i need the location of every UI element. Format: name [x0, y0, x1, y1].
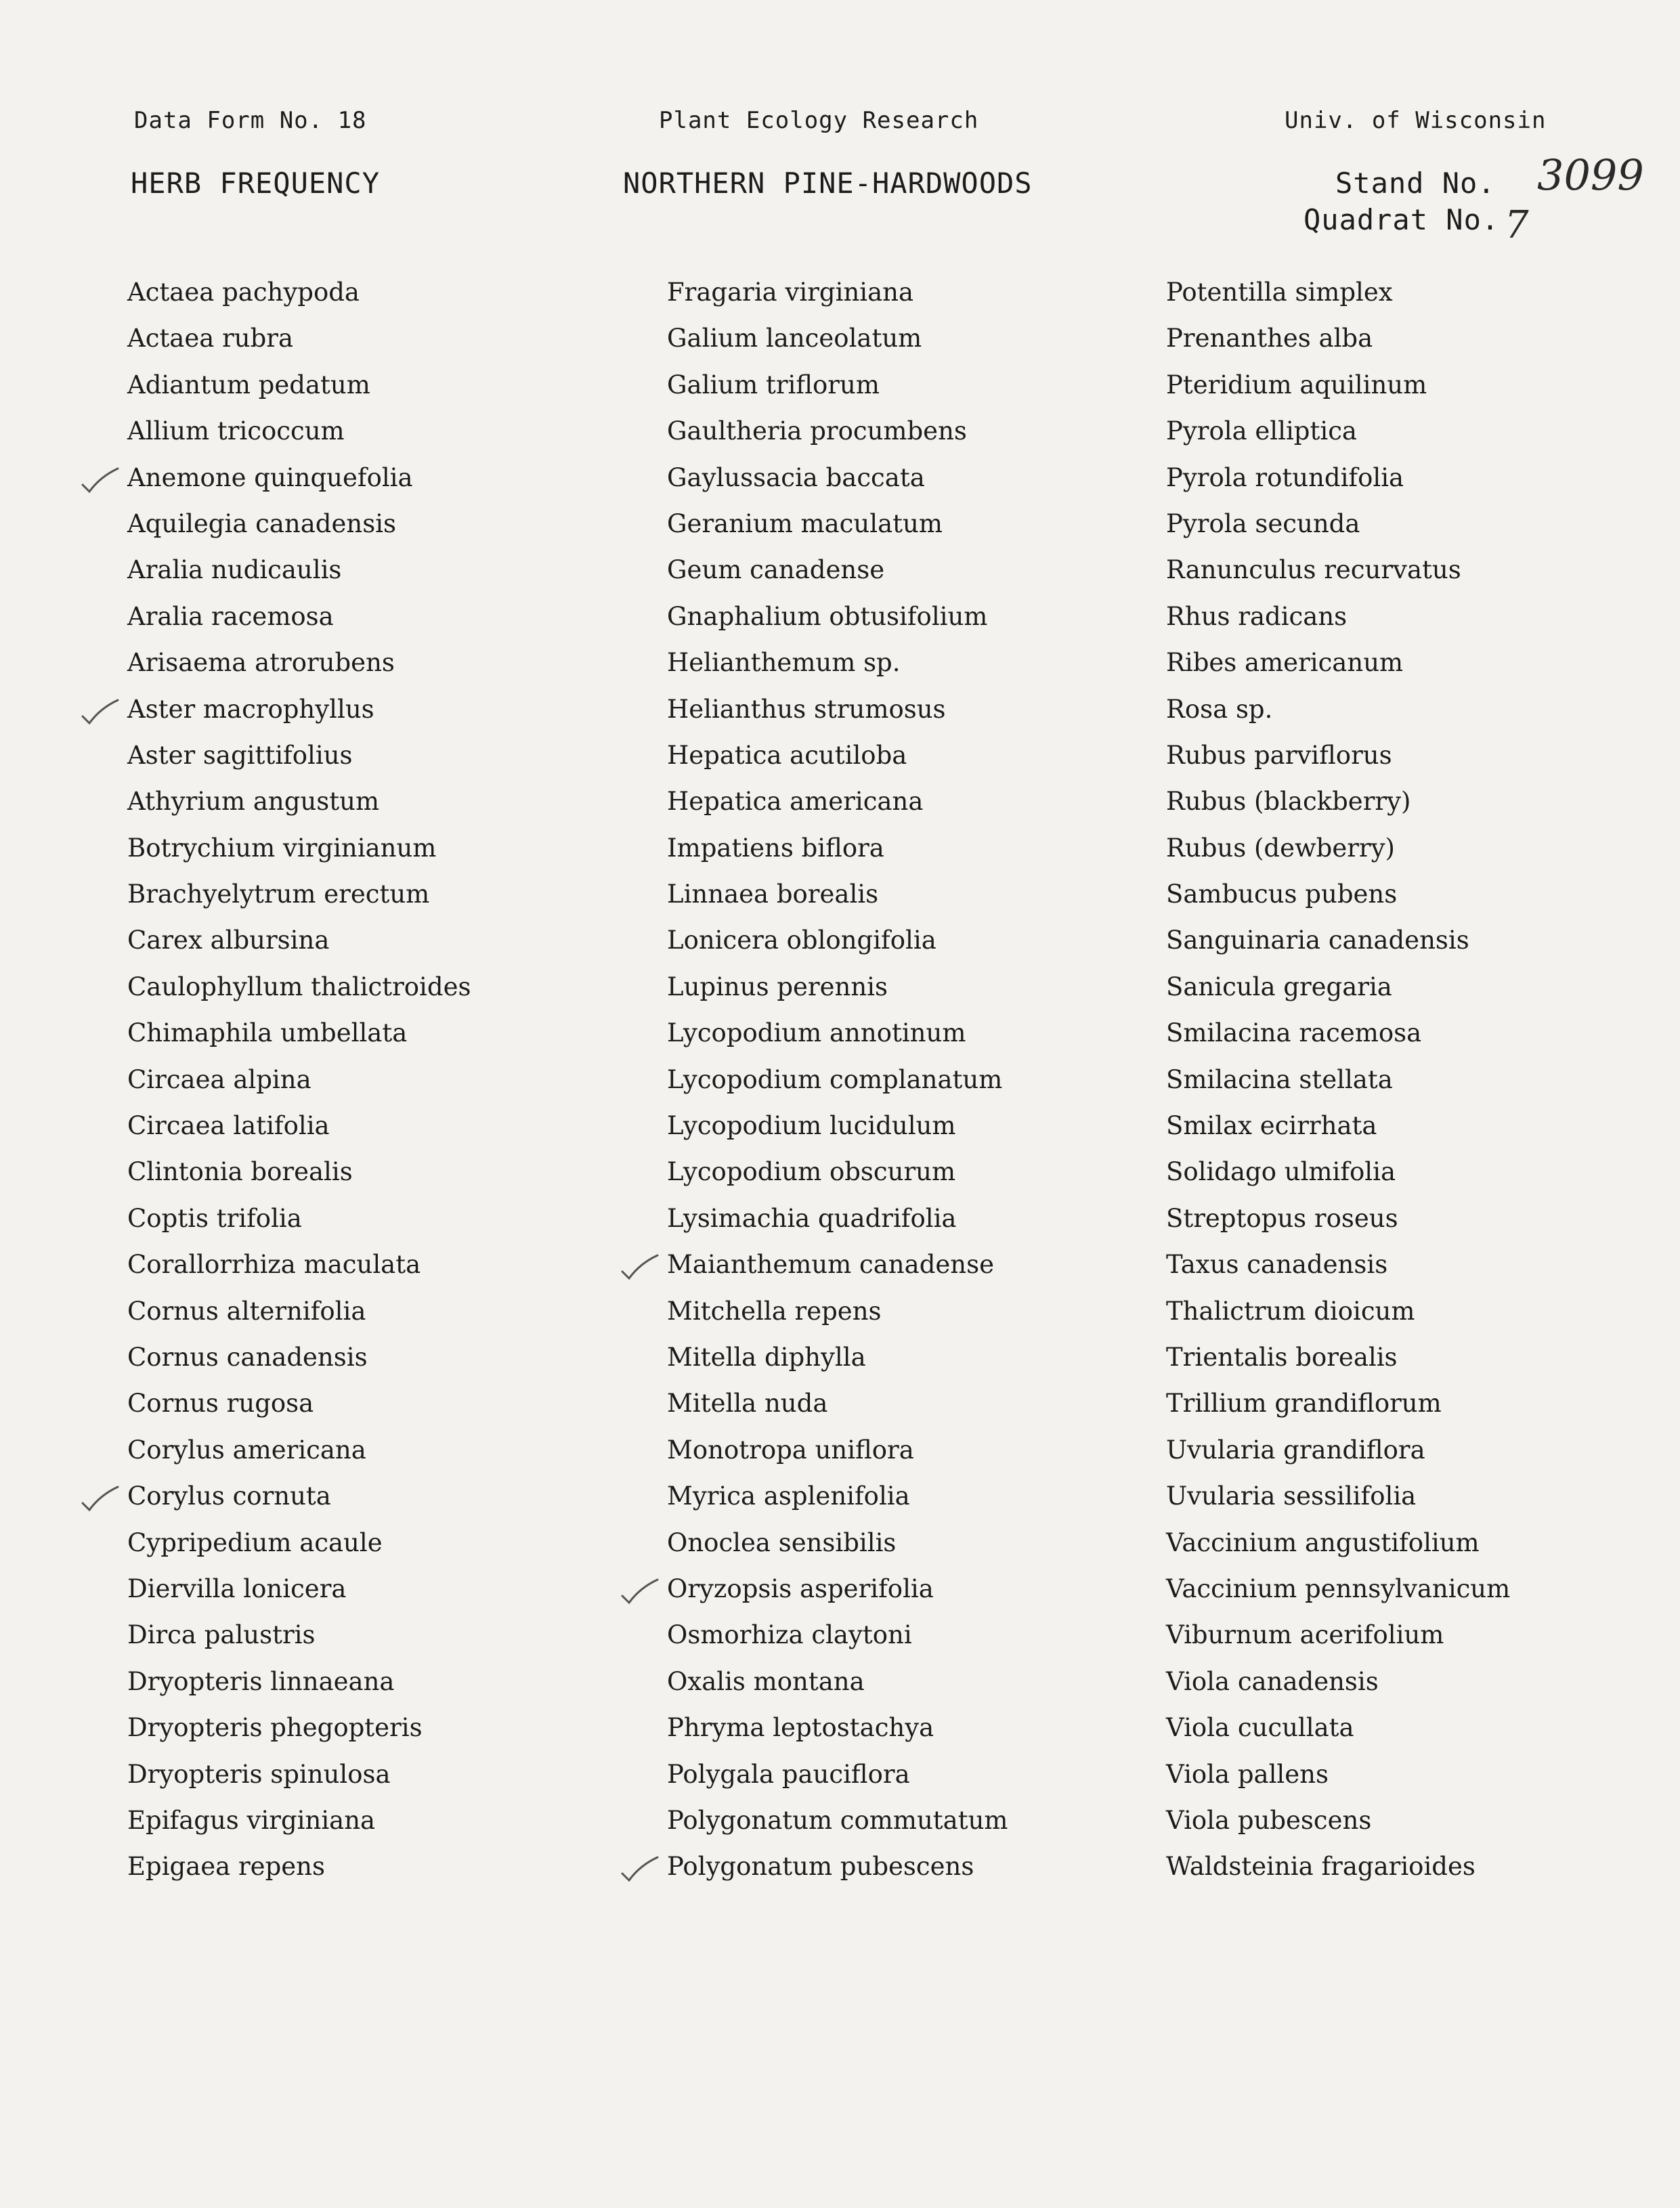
species-row [1166, 1705, 1510, 1751]
species-row [667, 1752, 1008, 1798]
species-row [1166, 594, 1510, 640]
species-name: Ranunculus recurvatus [1166, 555, 1461, 585]
species-name: Pyrola elliptica [1166, 416, 1357, 446]
checkmark-icon [80, 695, 121, 724]
species-row [667, 917, 1008, 964]
species-name: Trientalis borealis [1166, 1342, 1398, 1372]
species-row [667, 1010, 1008, 1056]
species-name: Viola pubescens [1166, 1805, 1372, 1835]
species-name: Pyrola secunda [1166, 508, 1360, 538]
species-name: Geum canadense [667, 555, 885, 585]
species-name: Lonicera oblongifolia [667, 926, 936, 955]
species-name: Cornus canadensis [127, 1342, 368, 1372]
species-row [127, 687, 471, 733]
species-row [667, 1427, 1008, 1473]
species-name: Viola pallens [1166, 1759, 1329, 1789]
species-row [667, 1335, 1008, 1381]
species-row [667, 408, 1008, 454]
species-name: Lycopodium annotinum [667, 1018, 966, 1048]
species-name: Dryopteris linnaeana [127, 1666, 395, 1696]
species-row [667, 733, 1008, 779]
species-row [1166, 1612, 1510, 1658]
species-row [1166, 1752, 1510, 1798]
species-row [1166, 1844, 1510, 1890]
species-row [127, 1010, 471, 1056]
species-row [667, 871, 1008, 917]
species-name: Lycopodium obscurum [667, 1157, 956, 1187]
species-name: Maianthemum canadense [667, 1250, 994, 1280]
species-row [127, 1335, 471, 1381]
species-row [127, 269, 471, 316]
species-row [1166, 687, 1510, 733]
species-row [667, 1242, 1008, 1288]
species-name: Thalictrum dioicum [1166, 1296, 1415, 1326]
species-name: Aralia racemosa [127, 601, 334, 631]
species-row [667, 1473, 1008, 1519]
species-name: Onoclea sensibilis [667, 1528, 897, 1557]
species-name: Prenanthes alba [1166, 324, 1373, 353]
species-row [667, 547, 1008, 593]
species-row [127, 1705, 471, 1751]
form-title: HERB FREQUENCY [131, 167, 381, 200]
species-row [127, 733, 471, 779]
species-row [127, 1427, 471, 1473]
species-name: Solidago ulmifolia [1166, 1157, 1396, 1187]
species-row [1166, 1520, 1510, 1566]
species-name: Dryopteris spinulosa [127, 1759, 391, 1789]
species-row [1166, 825, 1510, 871]
species-row [667, 1566, 1008, 1612]
species-name: Chimaphila umbellata [127, 1018, 408, 1048]
species-row [1166, 1149, 1510, 1195]
species-name: Brachyelytrum erectum [127, 880, 430, 909]
species-name: Smilax ecirrhata [1166, 1111, 1377, 1141]
species-name: Monotropa uniflora [667, 1435, 914, 1465]
species-row [667, 269, 1008, 316]
species-row [127, 1659, 471, 1705]
species-name: Geranium maculatum [667, 508, 943, 538]
quadrat-number-label: Quadrat No. [1304, 203, 1500, 236]
species-name: Botrychium virginianum [127, 833, 437, 863]
species-row [1166, 1010, 1510, 1056]
species-row [127, 1057, 471, 1103]
species-row [127, 455, 471, 501]
species-name: Corallorrhiza maculata [127, 1250, 421, 1280]
species-row [127, 825, 471, 871]
species-name: Corylus cornuta [127, 1481, 331, 1511]
species-row [127, 408, 471, 454]
species-row [127, 1196, 471, 1242]
species-name: Ribes americanum [1166, 648, 1404, 678]
species-row [1166, 362, 1510, 408]
species-name: Galium lanceolatum [667, 324, 922, 353]
species-name: Sanguinaria canadensis [1166, 926, 1469, 955]
species-name: Rhus radicans [1166, 601, 1348, 631]
checkmark-icon [80, 1481, 121, 1511]
species-name: Anemone quinquefolia [127, 462, 413, 492]
species-name: Polygala pauciflora [667, 1759, 910, 1789]
species-row [1166, 779, 1510, 825]
stand-number-value: 3099 [1537, 150, 1644, 200]
species-row [127, 547, 471, 593]
species-name: Vaccinium angustifolium [1166, 1528, 1480, 1557]
species-name: Taxus canadensis [1166, 1250, 1388, 1280]
species-name: Epifagus virginiana [127, 1805, 376, 1835]
species-row [667, 1149, 1008, 1195]
species-name: Coptis trifolia [127, 1203, 302, 1233]
species-name: Myrica asplenifolia [667, 1481, 910, 1511]
species-row [127, 1149, 471, 1195]
species-name: Polygonatum commutatum [667, 1805, 1008, 1835]
species-row [667, 1798, 1008, 1844]
species-row [667, 1057, 1008, 1103]
quadrat-number-value: 7 [1505, 203, 1529, 247]
species-name: Corylus americana [127, 1435, 366, 1465]
checkmark-icon [620, 1574, 660, 1604]
species-name: Viburnum acerifolium [1166, 1620, 1444, 1650]
species-row [1166, 1103, 1510, 1149]
species-name: Linnaea borealis [667, 880, 879, 909]
species-row [667, 1705, 1008, 1751]
species-name: Actaea pachypoda [127, 278, 360, 307]
species-name: Fragaria virginiana [667, 278, 914, 307]
species-row [1166, 269, 1510, 316]
species-name: Hepatica acutiloba [667, 740, 907, 770]
species-name: Caulophyllum thalictroides [127, 972, 471, 1001]
species-name: Dirca palustris [127, 1620, 316, 1650]
species-row [1166, 501, 1510, 547]
stand-number-label: Stand No. [1335, 167, 1496, 200]
species-row [127, 1566, 471, 1612]
species-row [667, 1520, 1008, 1566]
species-row [127, 871, 471, 917]
species-row [1166, 1566, 1510, 1612]
species-row [667, 1612, 1008, 1658]
species-row [667, 501, 1008, 547]
species-row [667, 1659, 1008, 1705]
species-name: Aquilegia canadensis [127, 508, 397, 538]
species-row [127, 1798, 471, 1844]
species-row [1166, 733, 1510, 779]
species-name: Oxalis montana [667, 1666, 865, 1696]
species-row [1166, 871, 1510, 917]
species-row [1166, 408, 1510, 454]
species-row [127, 1103, 471, 1149]
species-row [127, 501, 471, 547]
species-row [1166, 547, 1510, 593]
species-name: Allium tricoccum [127, 416, 345, 446]
species-name: Epigaea repens [127, 1852, 325, 1882]
species-row [667, 455, 1008, 501]
species-row [667, 1196, 1008, 1242]
species-row [667, 1103, 1008, 1149]
species-row [127, 917, 471, 964]
species-row [127, 594, 471, 640]
species-row [1166, 1242, 1510, 1288]
species-row [1166, 1427, 1510, 1473]
species-name: Rubus parviflorus [1166, 740, 1392, 770]
species-name: Potentilla simplex [1166, 278, 1393, 307]
species-name: Waldsteinia fragarioides [1166, 1852, 1476, 1882]
species-name: Mitchella repens [667, 1296, 882, 1326]
species-row [1166, 316, 1510, 362]
species-name: Circaea alpina [127, 1064, 311, 1094]
species-name: Phryma leptostachya [667, 1713, 934, 1743]
species-row [127, 1520, 471, 1566]
species-column-3 [1166, 269, 1510, 1890]
organization: Plant Ecology Research [659, 107, 979, 134]
species-name: Cornus alternifolia [127, 1296, 366, 1326]
species-name: Galium triflorum [667, 370, 880, 399]
species-row [1166, 455, 1510, 501]
species-name: Carex albursina [127, 926, 330, 955]
species-column-2 [667, 269, 1008, 1890]
species-row [1166, 1473, 1510, 1519]
species-name: Lycopodium lucidulum [667, 1111, 956, 1141]
species-name: Impatiens biflora [667, 833, 884, 863]
species-name: Aster sagittifolius [127, 740, 353, 770]
species-name: Rubus (dewberry) [1166, 833, 1395, 863]
species-row [127, 1242, 471, 1288]
species-name: Sambucus pubens [1166, 880, 1398, 909]
species-row [667, 964, 1008, 1010]
species-name: Sanicula gregaria [1166, 972, 1392, 1001]
species-row [1166, 1659, 1510, 1705]
species-name: Uvularia sessilifolia [1166, 1481, 1417, 1511]
checkmark-icon [620, 1852, 660, 1882]
species-name: Pyrola rotundifolia [1166, 462, 1404, 492]
species-name: Adiantum pedatum [127, 370, 370, 399]
species-row [667, 362, 1008, 408]
species-column-1 [127, 269, 471, 1890]
species-row [667, 594, 1008, 640]
species-name: Viola cucullata [1166, 1713, 1354, 1743]
species-row [667, 640, 1008, 686]
species-row [127, 779, 471, 825]
form-subtitle: NORTHERN PINE-HARDWOODS [623, 167, 1033, 200]
species-row [667, 687, 1008, 733]
species-row [667, 825, 1008, 871]
species-row [127, 1612, 471, 1658]
species-name: Smilacina stellata [1166, 1064, 1393, 1094]
species-row [127, 1844, 471, 1890]
species-name: Lycopodium complanatum [667, 1064, 1003, 1094]
species-row [127, 1289, 471, 1335]
species-name: Clintonia borealis [127, 1157, 353, 1187]
species-row [1166, 1798, 1510, 1844]
species-row [127, 362, 471, 408]
species-row [1166, 964, 1510, 1010]
species-name: Mitella nuda [667, 1389, 828, 1419]
species-name: Cypripedium acaule [127, 1528, 383, 1557]
species-row [1166, 1196, 1510, 1242]
species-name: Lupinus perennis [667, 972, 888, 1001]
species-row [1166, 1057, 1510, 1103]
species-name: Smilacina racemosa [1166, 1018, 1422, 1048]
species-name: Streptopus roseus [1166, 1203, 1398, 1233]
species-name: Gaultheria procumbens [667, 416, 967, 446]
species-name: Trillium grandiflorum [1166, 1389, 1442, 1419]
university: Univ. of Wisconsin [1285, 107, 1547, 134]
species-row [127, 964, 471, 1010]
species-name: Aster macrophyllus [127, 694, 374, 724]
species-name: Cornus rugosa [127, 1389, 314, 1419]
species-name: Pteridium aquilinum [1166, 370, 1427, 399]
species-row [1166, 640, 1510, 686]
species-name: Helianthus strumosus [667, 694, 946, 724]
species-name: Rubus (blackberry) [1166, 787, 1411, 817]
species-row [667, 779, 1008, 825]
species-row [127, 316, 471, 362]
species-name: Arisaema atrorubens [127, 648, 395, 678]
species-row [1166, 917, 1510, 964]
species-name: Oryzopsis asperifolia [667, 1574, 934, 1603]
species-row [1166, 1289, 1510, 1335]
checkmark-icon [620, 1250, 660, 1280]
species-row [667, 316, 1008, 362]
species-row [667, 1844, 1008, 1890]
species-name: Circaea latifolia [127, 1111, 330, 1141]
species-row [127, 1381, 471, 1427]
checkmark-icon [80, 463, 121, 493]
species-row [667, 1289, 1008, 1335]
species-name: Osmorhiza claytoni [667, 1620, 912, 1650]
species-name: Viola canadensis [1166, 1666, 1379, 1696]
species-name: Helianthemum sp. [667, 648, 901, 678]
species-row [1166, 1335, 1510, 1381]
species-name: Hepatica americana [667, 787, 924, 817]
species-name: Vaccinium pennsylvanicum [1166, 1574, 1511, 1603]
species-name: Athyrium angustum [127, 787, 380, 817]
species-name: Diervilla lonicera [127, 1574, 347, 1603]
species-row [127, 640, 471, 686]
species-row [667, 1381, 1008, 1427]
species-name: Actaea rubra [127, 324, 294, 353]
form-number: Data Form No. 18 [134, 107, 367, 134]
species-name: Rosa sp. [1166, 694, 1273, 724]
species-name: Lysimachia quadrifolia [667, 1203, 957, 1233]
species-row [1166, 1381, 1510, 1427]
species-row [127, 1473, 471, 1519]
species-name: Mitella diphylla [667, 1342, 866, 1372]
species-row [127, 1752, 471, 1798]
species-name: Gaylussacia baccata [667, 462, 925, 492]
species-name: Gnaphalium obtusifolium [667, 601, 988, 631]
species-name: Aralia nudicaulis [127, 555, 342, 585]
species-name: Uvularia grandiflora [1166, 1435, 1425, 1465]
species-name: Dryopteris phegopteris [127, 1713, 423, 1743]
species-name: Polygonatum pubescens [667, 1852, 974, 1882]
